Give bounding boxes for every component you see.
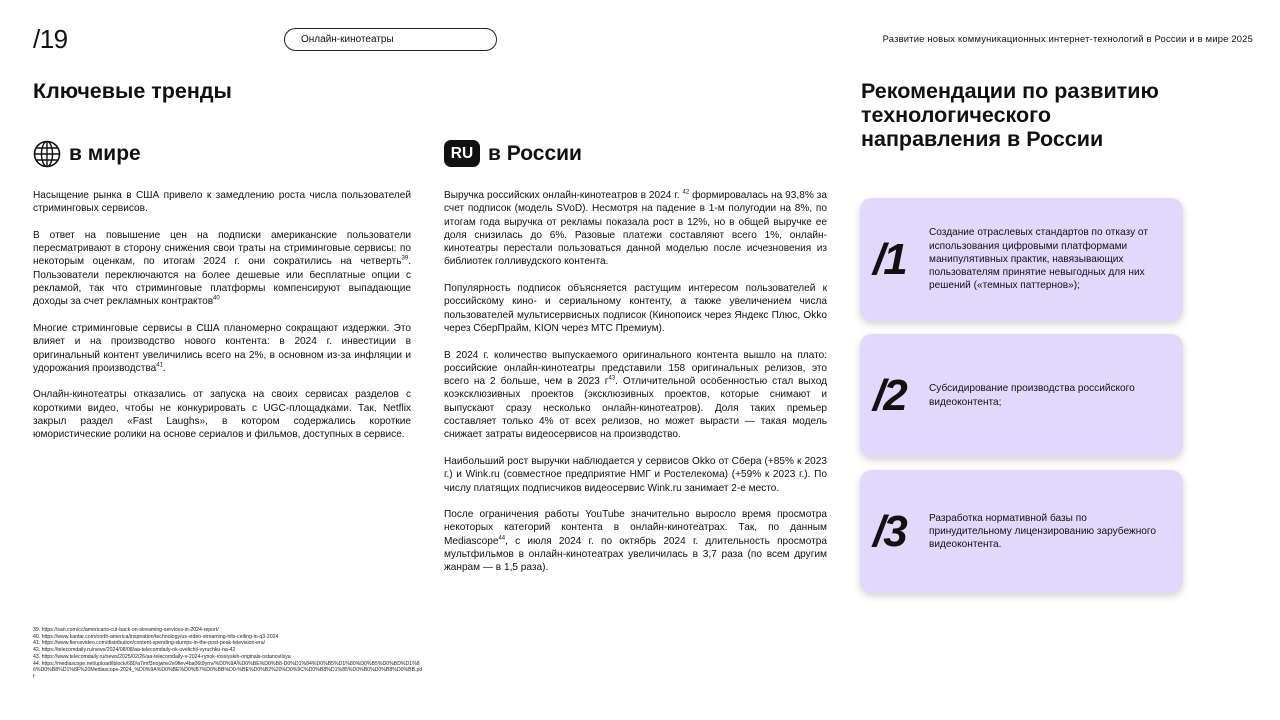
recommendation-card-2	[860, 334, 1183, 457]
recommendation-text: Субсидирование производства российского видеоконтента;	[929, 383, 1135, 408]
russia-column	[444, 189, 827, 588]
recommendation-number: /1	[873, 234, 906, 284]
recommendation-number: /3	[873, 506, 906, 556]
world-paragraph-2: В ответ на повышение цен на подписки американские пользователи пересматривают в сторону снижения свои траты на стриминговые сервисы: по некоторым оценкам, по итогам 2024 г. они сократились на четверть$^{39}$. Пользователи переключаются на более дешевые или бесплатные опции с рекламой, так что стриминговые платформы компенсируют выпадающие доходы за счет рекламных контрактов$^{40}$	[33, 229, 411, 308]
russia-paragraph-2: Популярность подписок объясняется растущим интересом пользователей к российскому кино- и сериальному контенту, а также увеличением числа пользователей мультисервисных подписок (Кинопоиск через Яндекс Плюс, Okko через СберПрайм, KION через МТС Премиум).	[444, 283, 827, 334]
footnote-ref-42: 42	[682, 189, 690, 196]
recommendations-heading: Рекомендации по развитию технологического направления в России	[861, 79, 1159, 151]
russia-heading-label: в России	[488, 141, 582, 165]
globe-icon	[33, 140, 61, 168]
world-column	[33, 189, 411, 455]
footnote-ref-40: 40	[213, 296, 220, 303]
russia-heading	[444, 140, 582, 167]
footnote-42: 42. https://telecomdaily.ru/news/2024/08/08/aa-telecomdaily-ok-uvelichil-vyruchku-na-42	[33, 647, 236, 654]
recommendation-text: Разработка нормативной базы по принудительному лицензированию зарубежного видеоконтента.	[929, 512, 1156, 551]
world-paragraph-1: Насыщение рынка в США привело к замедлению роста числа пользователей стриминговых сервисов.	[33, 190, 411, 215]
russia-paragraph-5: После ограничения работы YouTube значительно выросло время просмотра некоторых категорий контента в онлайн-кинотеатрах. Так, по данным Mediascope$^{44}$, с июля 2024 г. по октябрь 2024 г. длительность просмотра мультфильмов в онлайн-кинотеатрах увеличилась в 3,7 раза (по всем другим жанрам — в 1,5 раза).	[444, 509, 827, 574]
footnote-ref-44: 44	[498, 535, 506, 542]
footnote-41: 41. https://www.fiercevideo.com/distribution/content-spending-slumps-in-the-post-peak-television-era/	[33, 640, 266, 647]
world-heading	[33, 140, 141, 168]
ru-badge: RU	[444, 140, 480, 167]
world-paragraph-3: Многие стриминговые сервисы в США планомерно сокращают издержки. Это влияет и на производство нового контента: в 2024 г. инвестиции в оригинальный контент увеличились всего на 2%, в основном из-за инфляции и удорожания производства$^{41}$.	[33, 322, 411, 374]
footnote-40: 40. https://www.kantar.com/north-america/inspiration/technology/us-video-streaming-hits-ceiling-in-q3-2024	[33, 633, 279, 640]
main-heading: Ключевые тренды	[33, 79, 232, 103]
russia-paragraph-4: Наибольший рост выручки наблюдается у сервисов Okko от Сбера (+85% к 2023 г.) и Wink.ru (совместное предприятие НМГ и Ростелекома) (+59% к 2023 г.). По числу платящих подписчиков видеосервис Wink.ru занимает 2-е место.	[444, 455, 827, 494]
footnote-43: 43. https://www.telecomdaily.ru/news/2025/02/26/aa-telecomdaily-v-2024-rynok-rossiyskih-originals-ostanovilsya	[33, 653, 291, 660]
russia-paragraph-3: В 2024 г. количество выпускаемого оригинального контента вышло на плато: российские онлайн-кинотеатры представили 158 оригинальных релизов, это всего на 2 больше, чем в 2023 $г^{43}$. Отличительной особенностью стал выход коэксклюзивных проектов (эксклюзивных проектов, которые снимают и выпускают сразу несколько онлайн-кинотеатров). Доля таких премьер составляет только 4% от всех релизов, но может вырасти — такая модель снижает затраты видеосервисов на производство.	[444, 349, 827, 441]
recommendation-text: Создание отраслевых стандартов по отказу от использования цифровыми платформами манипулятивных практик, навязывающих пользователям принятие невыгодных для них решений («темных паттернов»);	[929, 227, 1148, 292]
footnote-ref-39: 39	[401, 256, 409, 263]
footnote-39: 39. https://san.com/cc/americans-cut-back-on-streaming-services-in-2024-report/	[33, 627, 219, 633]
section-pill: Онлайн-кинотеатры	[284, 28, 497, 51]
footnotes	[33, 627, 423, 681]
world-paragraph-4: Онлайн-кинотеатры отказались от запуска на своих сервисах разделов с короткими видео, чтобы не конкурировать с UGC-площадками. Так, Netflix закрыл раздел «Fast Laughs», в котором содержались короткие юмористические ролики на основе сериалов и фильмов, доступных в сервисе.	[33, 389, 411, 441]
report-title: Развитие новых коммуникационных интернет-технологий в России и в мире 2025	[882, 33, 1253, 44]
world-heading-label: в мире	[69, 142, 141, 165]
page-number: /19	[33, 24, 68, 54]
recommendation-card-1	[860, 198, 1183, 321]
russia-paragraph-1: Выручка российских онлайн-кинотеатров в 2024 г. $^{42}$ формировалась на 93,8% за счет подписок (модель SVoD). Несмотря на падение в 1-м полугодии на 8%, по итогам года выручка от рекламы показала рост в 12%, но в общей выручке ее доля снизилась до 6%. Разовые платежи составляют всего 1%, онлайн-кинотеатры перестали пользоваться данной моделью после исчезновения из библиотек голливудского контента.	[444, 189, 827, 268]
footnote-ref-41: 41	[156, 362, 163, 369]
footnote-44: 44. https://mediascope.net/upload/iblock/680/a7imf3nojwne2e9fiev4ba06t9yrrv/%D0%9A%D0%BE%D0%B8-D0%D1%84%D0%B5%D1%80%D0%B5%D0%BD%D1%86%D0%B8%D1%8F%20Mediascope-2024_%D0%9A%D0%BE%D0%B7%D0%BB%D0-%BE%D0%B2%20%D0%9C%D0%B8%D1%85%D0%B0%D0%B8%D0%BB.pdf	[33, 660, 423, 680]
footnote-ref-43: 43	[608, 375, 616, 382]
recommendation-number: /2	[873, 370, 906, 420]
recommendation-card-3	[860, 470, 1183, 593]
